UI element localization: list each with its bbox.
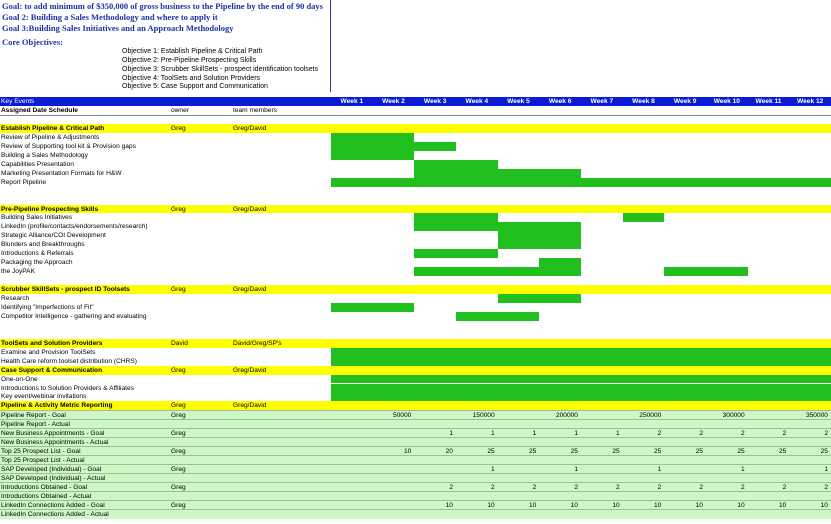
objective-1: Objective 1: Establish Pipeline & Critical Path [122, 48, 263, 55]
metric-value: 200000 [555, 412, 578, 420]
week-header-9: Week 9 [673, 98, 697, 105]
week-header-4: Week 4 [465, 98, 489, 105]
metric-value: 10 [778, 501, 787, 509]
gantt-bar [414, 222, 581, 231]
task-label: Strategic Alliance/COI Development [1, 232, 106, 240]
gantt-bar [623, 213, 665, 222]
section-title: Case Support & Communication [1, 366, 103, 374]
gantt-bar [331, 133, 414, 142]
section-row [0, 205, 831, 214]
team-cell: David/Greg/SP's [233, 339, 282, 347]
task-label: Review of Supporting tool kit & Provision gaps [1, 142, 136, 150]
gantt-bar [456, 312, 539, 321]
metric-row [0, 509, 831, 519]
owner-cell: Greg [171, 448, 186, 456]
metric-value: 25 [695, 448, 703, 456]
task-label: Competitor Intelligence - gathering and evaluating [1, 312, 147, 320]
metric-value: 2 [699, 483, 703, 491]
metric-value: 2 [740, 483, 745, 491]
task-label: Capabilities Presentation [1, 160, 74, 168]
metric-value: 2 [824, 483, 828, 491]
metric-value: 1 [490, 430, 495, 438]
metric-value: 1 [574, 430, 578, 438]
task-label: Blunders and Breakthroughs [1, 241, 85, 249]
metric-value: 2 [740, 430, 745, 438]
metric-value: 2 [782, 430, 787, 438]
blank-row [0, 115, 831, 124]
gantt-bar [414, 267, 581, 276]
week-header-11: Week 11 [755, 98, 782, 105]
metric-value: 1 [657, 466, 662, 474]
gantt-grid [0, 97, 831, 524]
task-label: Introductions to Solution Providers & Affiliates [1, 384, 134, 392]
task-label: Identifying "Imperfections of Fit" [1, 303, 94, 311]
owner-cell: Greg [171, 402, 186, 410]
core-objectives-title: Core Objectives: [2, 37, 63, 47]
metric-value: 2 [824, 430, 828, 438]
metric-value: 1 [532, 430, 537, 438]
owner-cell: Greg [171, 501, 186, 509]
task-row [0, 384, 831, 393]
week-header-7: Week 7 [590, 98, 614, 105]
objective-2: Objective 2: Pre-Pipeline Prospecting Skills [122, 57, 257, 64]
blank-row [0, 321, 831, 330]
metric-value: 25 [737, 448, 745, 456]
task-label: Introductions & Referrals [1, 250, 74, 258]
metric-label: Introductions Obtained - Goal [1, 483, 88, 491]
metric-value: 50000 [392, 412, 412, 420]
task-label: Building Sales Initiatives [1, 214, 73, 222]
section-title: ToolSets and Solution Providers [1, 339, 103, 347]
gantt-bar [414, 249, 497, 258]
week-header-6: Week 6 [548, 98, 572, 105]
metric-value: 1 [574, 466, 578, 474]
task-row [0, 392, 831, 401]
goals-header [0, 0, 831, 92]
goal-3: Goal 3:Building Sales Initiatives and an Approach Methodology [2, 23, 234, 33]
task-row [0, 375, 831, 384]
metric-value: 10 [570, 501, 578, 509]
metric-label: LinkedIn Connections Added - Actual [1, 510, 109, 518]
week-header-1: Week 1 [340, 98, 364, 105]
metric-value: 25 [820, 448, 828, 456]
metric-value: 250000 [639, 412, 662, 420]
gantt-bar [664, 267, 747, 276]
metric-value: 2 [782, 483, 787, 491]
gantt-bar [331, 348, 831, 357]
metric-value: 1 [615, 430, 620, 438]
assigned-date-header: Assigned Date Schedule [1, 107, 78, 114]
task-row [0, 133, 831, 142]
task-row [0, 160, 831, 169]
week-header-12: Week 12 [797, 98, 824, 105]
blank-row [0, 330, 831, 339]
gantt-bar [414, 169, 581, 178]
task-row [0, 294, 831, 303]
metric-value: 25 [487, 448, 495, 456]
metric-value: 2 [657, 430, 662, 438]
metric-value: 2 [449, 483, 453, 491]
metric-value: 10 [653, 501, 662, 509]
metric-value: 10 [445, 501, 453, 509]
gantt-bar [498, 294, 581, 303]
task-label: the JoyPAK [1, 268, 35, 276]
task-row [0, 178, 831, 187]
gantt-bar [331, 178, 831, 187]
task-row [0, 357, 831, 366]
blank-row [0, 196, 831, 205]
metric-value: 150000 [472, 412, 495, 420]
objective-5: Objective 5: Case Support and Communication [122, 83, 268, 90]
objective-3: Objective 3: Scrubber SkillSets - prospect identification toolsets [122, 66, 319, 73]
metric-value: 2 [490, 483, 495, 491]
owner-cell: Greg [171, 466, 186, 474]
task-label: Examine and Provision ToolSets [1, 348, 96, 356]
task-label: One-on-One [1, 375, 38, 383]
task-label: Packaging the Approach [1, 259, 73, 267]
gantt-bar [414, 160, 497, 169]
metric-value: 25 [528, 448, 537, 456]
section-title: Pipeline & Activity Metric Reporting [1, 402, 113, 410]
metric-value: 300000 [722, 412, 745, 420]
metric-value: 25 [653, 448, 662, 456]
owner-cell: Greg [171, 430, 186, 438]
key-events-header: Key Events [1, 98, 35, 105]
metric-label: Top 25 Prospect List - Actual [1, 457, 85, 465]
gantt-bar [539, 258, 581, 267]
section-title: Pre-Pipeline Prospecting Skills [1, 205, 99, 213]
gantt-bar [331, 375, 831, 384]
metric-label: New Business Appointments - Actual [1, 439, 109, 447]
metric-label: Introductions Obtained - Actual [1, 492, 92, 500]
task-row [0, 258, 831, 267]
metric-value: 10 [737, 501, 745, 509]
week-header-5: Week 5 [507, 98, 530, 105]
task-label: Key event/webinar invitations [1, 393, 87, 401]
gantt-bar [414, 213, 497, 222]
owner-cell: David [171, 339, 188, 347]
task-row [0, 348, 831, 357]
metric-value: 1 [740, 466, 745, 474]
divider-line [330, 0, 331, 92]
goal-1: Goal: to add minimum of $350,000 of gross business to the Pipeline by the end of 90 days [2, 1, 323, 11]
metric-value: 2 [532, 483, 537, 491]
blank-row [0, 276, 831, 285]
section-row [0, 401, 831, 410]
header-row [0, 97, 831, 106]
metric-value: 25 [612, 448, 620, 456]
gantt-bar [331, 384, 831, 393]
week-header-2: Week 2 [382, 98, 405, 105]
goal-2: Goal 2: Building a Sales Methodology and where to apply it [2, 12, 218, 22]
task-row [0, 303, 831, 312]
gantt-bar [331, 303, 414, 312]
section-row [0, 124, 831, 133]
metric-value: 1 [824, 466, 828, 474]
week-header-8: Week 8 [632, 98, 655, 105]
metric-value: 10 [612, 501, 620, 509]
week-header-3: Week 3 [423, 98, 447, 105]
task-row [0, 151, 831, 160]
owner-cell: Greg [171, 366, 186, 374]
task-row [0, 142, 831, 151]
gantt-bar [498, 240, 581, 249]
metric-label: Top 25 Prospect List - Goal [1, 448, 81, 456]
metric-value: 2 [699, 430, 703, 438]
metric-value: 10 [528, 501, 537, 509]
gantt-bar [331, 392, 831, 401]
objective-4: Objective 4: ToolSets and Solution Providers [122, 75, 261, 82]
task-row [0, 169, 831, 178]
team-cell: Greg/David [233, 205, 267, 213]
metric-value: 20 [445, 448, 453, 456]
section-title: Establish Pipeline & Critical Path [1, 124, 105, 132]
task-label: Building a Sales Methodology [1, 151, 88, 159]
owner-cell: Greg [171, 483, 186, 491]
metric-value: 2 [574, 483, 578, 491]
owner-cell: Greg [171, 124, 186, 132]
blank-row [0, 187, 831, 196]
task-label: Health Care reform toolset distribution (CHRS) [1, 357, 137, 365]
task-label: Review of Pipeline & Adjustments [1, 133, 100, 141]
owner-cell: Greg [171, 286, 186, 294]
task-label: Research [1, 295, 30, 302]
gantt-bar [498, 231, 581, 240]
task-row [0, 312, 831, 321]
owner-cell: Greg [171, 412, 186, 420]
task-row [0, 213, 831, 222]
metric-value: 1 [490, 466, 495, 474]
gantt-bar [331, 151, 414, 160]
task-label: Report Pipeline [1, 178, 47, 186]
metric-value: 350000 [805, 412, 828, 420]
task-row [0, 231, 831, 240]
task-row [0, 249, 831, 258]
team-header: team members [233, 107, 277, 114]
section-row [0, 285, 831, 294]
metric-value: 25 [778, 448, 787, 456]
gantt-bar [331, 142, 456, 151]
metric-value: 10 [820, 501, 828, 509]
owner-cell [170, 510, 230, 519]
section-title: Scrubber SkillSets - prospect ID Toolsets [1, 286, 130, 294]
metric-value: 2 [657, 483, 662, 491]
task-row [0, 267, 831, 276]
metric-value: 10 [487, 501, 495, 509]
owner-cell: Greg [171, 205, 186, 213]
metric-label: Pipeline Report - Actual [1, 421, 70, 429]
metric-label: SAP Developed (Individual) - Actual [1, 475, 106, 482]
metric-label: LinkedIn Connections Added - Goal [1, 501, 105, 509]
metric-value: 25 [570, 448, 578, 456]
section-row [0, 339, 831, 348]
section-row [0, 366, 831, 375]
task-row [0, 222, 831, 231]
gantt-bar [331, 357, 831, 366]
team-cell: Greg/David [233, 124, 267, 132]
owner-header: owner [171, 107, 189, 114]
metric-label: SAP Developed (Individual) - Goal [1, 466, 102, 474]
task-row [0, 240, 831, 249]
metric-value: 10 [403, 448, 412, 456]
metric-label: Pipeline Report - Goal [1, 412, 66, 420]
team-cell: Greg/David [233, 286, 267, 294]
metric-value: 2 [615, 483, 620, 491]
metric-label: New Business Appointments - Goal [1, 430, 105, 438]
week-header-10: Week 10 [713, 98, 740, 105]
team-cell: Greg/David [233, 402, 267, 410]
metric-value: 1 [449, 430, 453, 438]
task-label: Marketing Presentation Formats for H&W [1, 169, 122, 177]
task-label: LinkedIn (profile/contacts/endorsements/research) [1, 223, 148, 231]
metric-value: 10 [695, 501, 703, 509]
team-cell: Greg/David [233, 366, 267, 374]
